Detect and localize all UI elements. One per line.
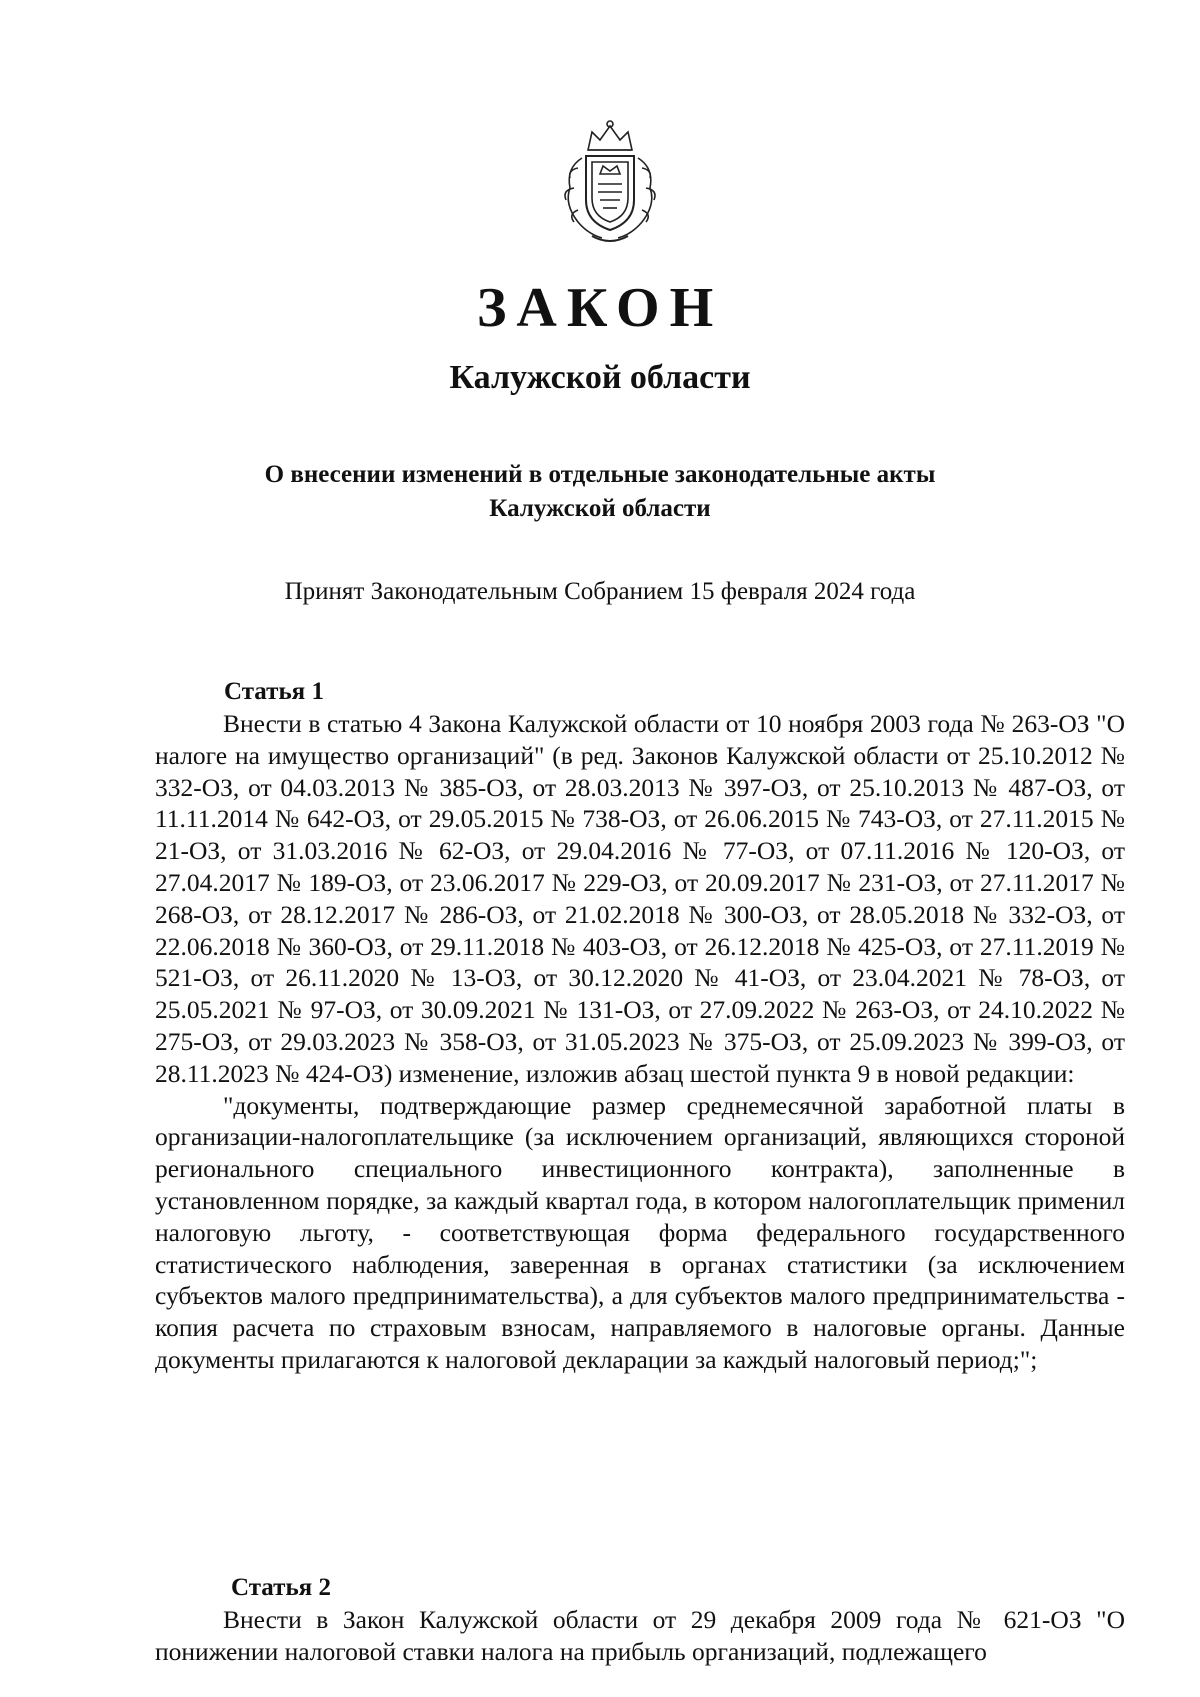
adoption-line: Принят Законодательным Собранием 15 февраля 2024 года (284, 578, 916, 605)
coat-of-arms-emblem (548, 118, 672, 248)
region-name: Калужской области (449, 359, 751, 396)
article-2-body (155, 1604, 1125, 1668)
law-subject-line-1: О внесении изменений в отдельные законодательные акты (264, 461, 936, 488)
article-2-paragraph-1: Внести в Закон Калужской области от 29 декабря 2009 года № 621-ОЗ "О понижении налоговой ставки налога на прибыль организаций, подлежащего (155, 1605, 1125, 1666)
article-1-heading: Статья 1 (224, 678, 324, 705)
article-1-paragraph-1: Внести в статью 4 Закона Калужской области от 10 ноября 2003 года № 263-ОЗ "О налоге на имущество организаций" (в ред. Законов Калужской области от 25.10.2012 № 332-ОЗ, от 04.03.2013 № 385-ОЗ, от 28.03.2013 № 397-ОЗ, от 25.10.2013 № 487-ОЗ, от 11.11.2014 № 642-ОЗ, от 29.05.2015 № 738-ОЗ, от 26.06.2015 № 743-ОЗ, от 27.11.2015 № 21-ОЗ, от 31.03.2016 № 62-ОЗ, от 29.04.2016 № 77-ОЗ, от 07.11.2016 № 120-ОЗ, от 27.04.2017 № 189-ОЗ, от 23.06.2017 № 229-ОЗ, от 20.09.2017 № 231-ОЗ, от 27.11.2017 № 268-ОЗ, от 28.12.2017 № 286-ОЗ, от 21.02.2018 № 300-ОЗ, от 28.05.2018 № 332-ОЗ, от 22.06.2018 № 360-ОЗ, от 29.11.2018 № 403-ОЗ, от 26.12.2018 № 425-ОЗ, от 27.11.2019 № 521-ОЗ, от 26.11.2020 № 13-ОЗ, от 30.12.2020 № 41-ОЗ, от 23.04.2021 № 78-ОЗ, от 25.05.2021 № 97-ОЗ, от 30.09.2021 № 131-ОЗ, от 27.09.2022 № 263-ОЗ, от 24.10.2022 № 275-ОЗ, от 29.03.2023 № 358-ОЗ, от 31.05.2023 № 375-ОЗ, от 25.09.2023 № 399-ОЗ, от 28.11.2023 № 424-ОЗ) изменение, изложив абзац шестой пункта 9 в новой редакции: (155, 709, 1125, 1088)
document-title: ЗАКОН (476, 277, 724, 339)
article-1-body (155, 708, 1125, 1376)
law-subject-line-2: Калужской области (489, 495, 711, 522)
article-2-heading: Статья 2 (231, 1574, 331, 1601)
law-subject (0, 458, 1200, 526)
article-1-paragraph-2: "документы, подтверждающие размер среднемесячной заработной платы в организации-налогоплательщике (за исключением организаций, являющихся стороной регионального специального инвестиционного контракта), заполненные в установленном порядке, за каждый квартал года, в котором налогоплательщик применил налоговую льготу, - соответствующая форма федерального государственного статистического наблюдения, заверенная в органах статистики (за исключением субъектов малого предпринимательства), а для субъектов малого предпринимательства - копия расчета по страховым взносам, направляемого в налоговые органы. Данные документы прилагаются к налоговой декларации за каждый налоговый период;"; (155, 1090, 1125, 1374)
